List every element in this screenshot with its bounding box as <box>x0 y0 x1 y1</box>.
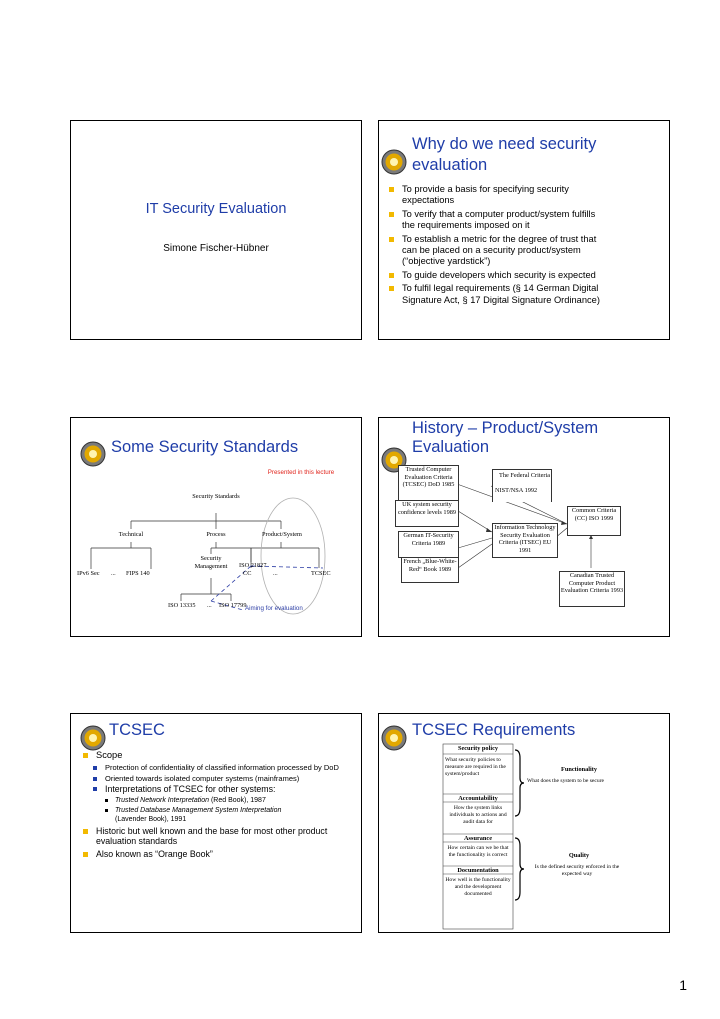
interpretation-detail: (Lavender Book), 1991 <box>115 815 187 823</box>
box-german-criteria: German IT-Security Criteria 1989 <box>398 531 459 558</box>
node-tcsec: TCSEC <box>311 570 331 577</box>
slide-title: Some Security Standards <box>111 438 299 456</box>
node-security-management: Security Management <box>194 555 228 570</box>
bullet-item: To fulfil legal requirements (§ 14 German Digital Signature Act, § 17 Digital Signature Ordinance) <box>389 283 607 306</box>
slide-history <box>378 417 670 637</box>
label-functionality: Functionality <box>560 766 598 773</box>
sub-bullet-item: Protection of confidentiality of classified information processed by DoD <box>83 763 343 773</box>
text-functionality: What does the system to be secure <box>527 778 605 784</box>
box-uk-levels: UK system security confidence levels 1989 <box>395 500 459 527</box>
requirements-frame <box>379 714 669 932</box>
node-iso17799: ISO 17799 <box>219 602 247 609</box>
bullet-list <box>389 184 607 308</box>
slide-tcsec <box>70 713 362 933</box>
node-dots: ... <box>111 570 116 577</box>
label-security-policy: Security policy <box>457 745 499 752</box>
nist-text: NIST/NSA 1992 <box>495 486 538 494</box>
bullet-item: Historic but well known and the base for most other product evaluation standards <box>83 826 343 847</box>
text-accountability: How the system links individuals to actions and audit data for <box>449 805 507 825</box>
bullet-item: To verify that a computer product/system fulfills the requirements imposed on it <box>389 209 607 232</box>
label-assurance: Assurance <box>464 835 492 842</box>
author-name: Simone Fischer-Hübner <box>163 243 269 254</box>
node-security-standards: Security Standards <box>192 493 240 500</box>
bullet-item: Also known as “Orange Book” <box>83 849 343 860</box>
slide-title-line2: evaluation <box>412 156 488 174</box>
slide-title-line2: Evaluation <box>412 438 490 456</box>
university-logo-icon <box>80 725 106 751</box>
slide-why-evaluation <box>378 120 670 340</box>
bullet-item: To provide a basis for specifying security expectations <box>389 184 607 207</box>
aiming-note: Aiming for evaluation <box>245 605 303 612</box>
bullet-item: To guide developers which security is expected <box>389 270 607 281</box>
bullet-list <box>83 750 343 861</box>
presented-note: Presented in this lecture <box>267 469 335 476</box>
box-itsec: Information Technology Security Evaluation Criteria (ITSEC) EU 1991 <box>492 523 558 558</box>
box-french-book: French „Blue-White-Red“ Book 1989 <box>401 557 459 583</box>
box-canadian-criteria: Canadian Trusted Computer Product Evaluation Criteria 1993 <box>559 571 625 607</box>
node-dots: ... <box>207 602 212 609</box>
interpretation-title: Trusted Network Interpretation <box>115 796 210 804</box>
presentation-title: IT Security Evaluation <box>145 201 287 217</box>
slide-title-line1: History – Product/System <box>412 419 599 437</box>
federal-criteria-text: The Federal Criteria <box>499 472 551 479</box>
interpretation-item <box>83 806 343 815</box>
text-quality: Is the defined security enforced in the expected way <box>534 864 620 877</box>
interpretation-item <box>83 796 343 805</box>
bullet-item: To establish a metric for the degree of trust that can be placed on a security product/system (“objective yardstick”) <box>389 234 607 268</box>
node-iso13335: ISO 13335 <box>168 602 196 609</box>
interpretation-title: Trusted Database Management System Interpretation <box>115 806 282 814</box>
sub-bullet-item: Oriented towards isolated computer systems (mainframes) <box>83 774 343 784</box>
node-ipv6-sec: IPv6 Sec <box>77 570 100 577</box>
box-federal-criteria <box>492 469 552 502</box>
university-logo-icon <box>381 149 407 175</box>
text-security-policy: What security policies to measure are required in the system/product <box>445 757 506 777</box>
label-accountability: Accountability <box>458 795 498 802</box>
slide-title-line1: Why do we need security <box>412 135 597 153</box>
bullet-item: Scope <box>83 750 343 761</box>
text-assurance: How certain can we be that the functionality is correct <box>447 845 509 858</box>
node-dots: ... <box>273 570 278 577</box>
slide-title: TCSEC Requirements <box>412 721 576 739</box>
node-fips140: FIPS 140 <box>126 570 150 577</box>
label-documentation: Documentation <box>457 867 499 874</box>
slide-security-standards <box>70 417 362 637</box>
node-product-system: Product/System <box>262 531 302 538</box>
sub-bullet-item: Interpretations of TCSEC for other systems: <box>83 784 343 795</box>
slide-tcsec-requirements <box>378 713 670 933</box>
standards-tree-lines <box>71 418 361 636</box>
node-technical: Technical <box>118 531 144 538</box>
interpretation-detail: (Red Book), 1987 <box>209 796 266 804</box>
node-iso21827: ISO 21827 <box>239 562 267 569</box>
slide-title: TCSEC <box>109 721 165 739</box>
text-documentation: How well is the functionality and the development documented <box>445 877 511 897</box>
page-number: 1 <box>679 977 687 993</box>
slide-title <box>70 120 362 340</box>
label-quality: Quality <box>568 852 590 859</box>
box-common-criteria: Common Criteria (CC) ISO 1999 <box>567 506 621 536</box>
node-process: Process <box>206 531 226 538</box>
node-cc: CC <box>243 570 252 577</box>
box-tcsec: Trusted Computer Evaluation Criteria (TCSEC) DoD 1985 <box>398 465 459 501</box>
